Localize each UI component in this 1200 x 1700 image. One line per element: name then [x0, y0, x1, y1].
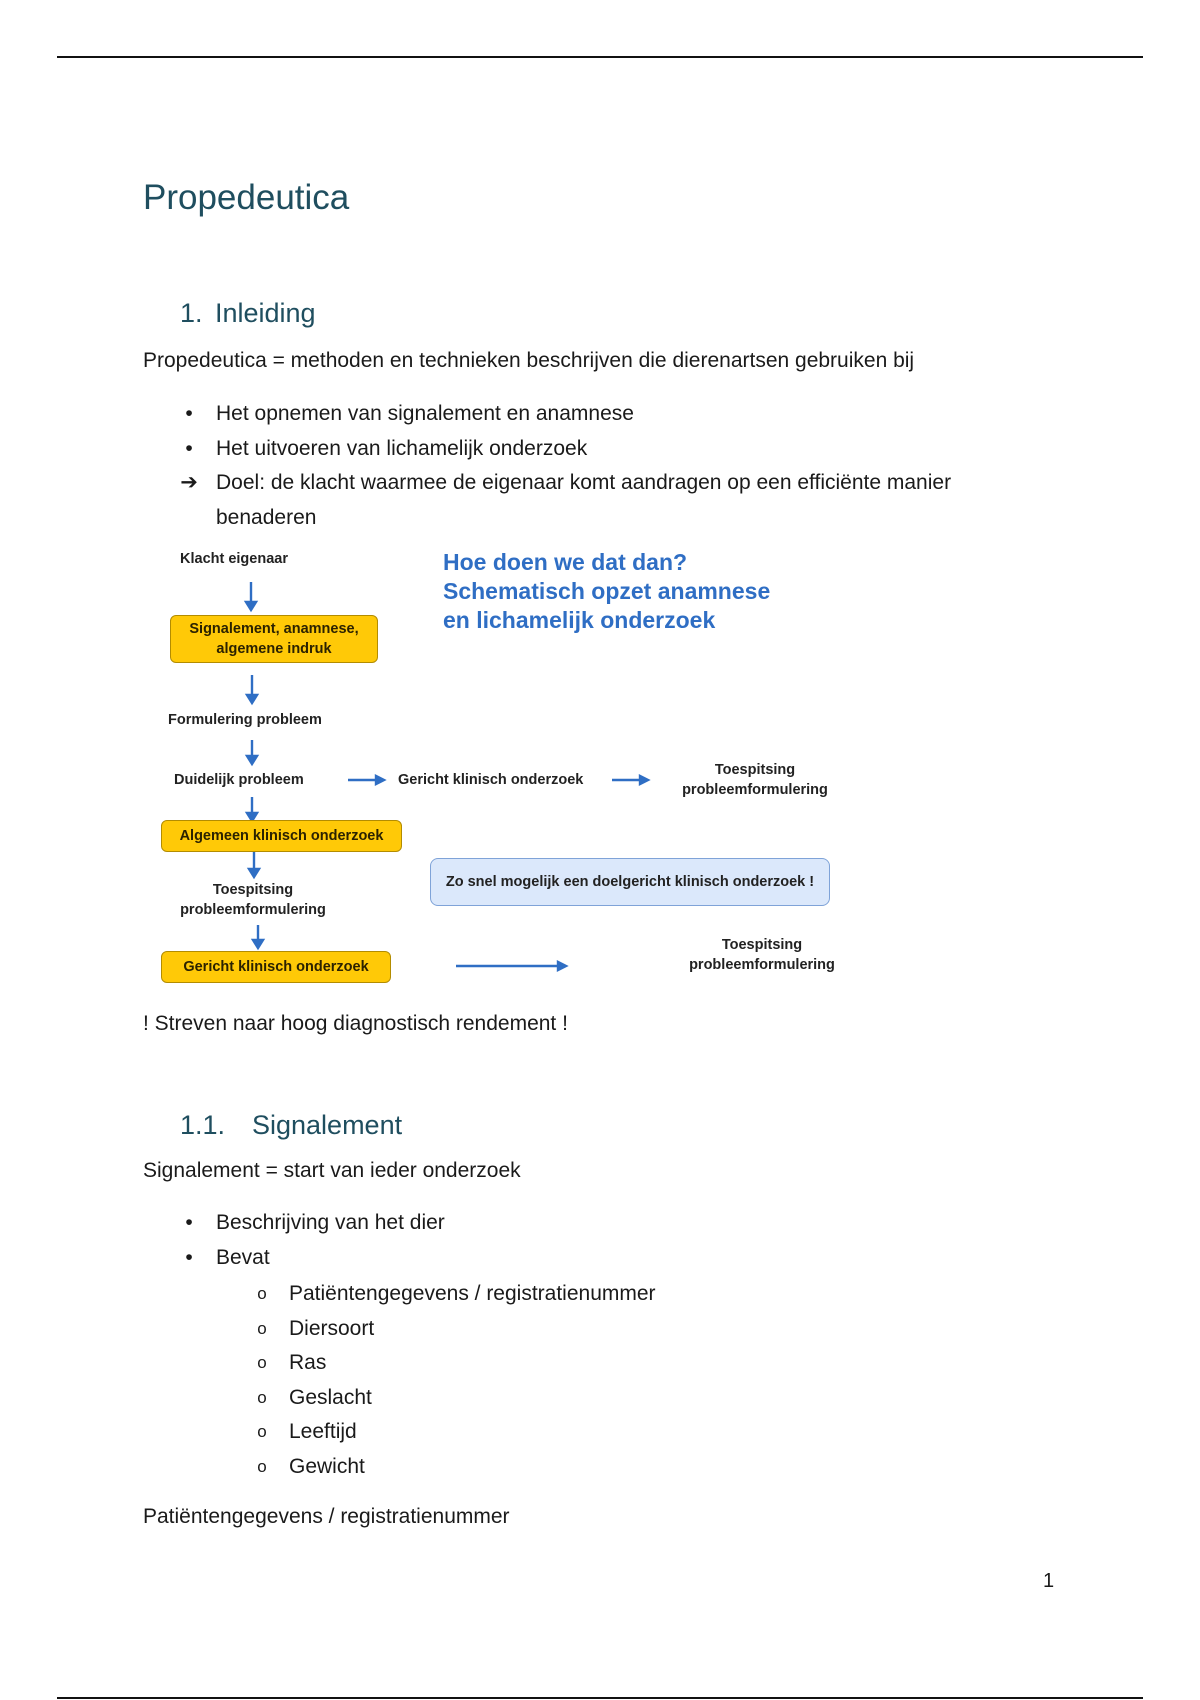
arrow-head	[558, 962, 566, 970]
list-item-text: Het uitvoeren van lichamelijk onderzoek	[216, 436, 588, 460]
arrow-head	[253, 940, 263, 948]
list-item	[143, 1241, 445, 1276]
section-title: Inleiding	[215, 298, 316, 328]
bullet-icon: •	[185, 1211, 193, 1234]
circle-bullet-icon: o	[257, 1284, 267, 1303]
diagram-heading-line: Hoe doen we dat dan?	[443, 549, 688, 575]
sub-list-item-text: Gewicht	[289, 1454, 365, 1478]
arrow-head	[246, 602, 256, 610]
callout-doelgericht: Zo snel mogelijk een doelgericht klinisch onderzoek !	[430, 858, 830, 906]
page-title: Propedeutica	[143, 178, 350, 217]
conclusion-paragraph: ! Streven naar hoog diagnostisch rendement !	[143, 1012, 568, 1035]
arrow-right-icon: ➔	[180, 471, 198, 494]
list-item-goal	[143, 466, 1043, 535]
list-item-text: Beschrijving van het dier	[216, 1211, 445, 1234]
list-item-text: Het opnemen van signalement en anamnese	[216, 402, 634, 425]
header-rule	[57, 56, 1143, 58]
signalement-list	[143, 1206, 445, 1275]
arrow-head	[249, 869, 259, 877]
flow-diagram	[150, 540, 870, 990]
sub-list-item-text: Diersoort	[289, 1316, 375, 1340]
section-heading-inleiding	[180, 298, 316, 329]
section-number: 1.1.	[180, 1110, 226, 1140]
bullet-icon: •	[185, 1245, 193, 1269]
toespitsing-label-mid: Toespitsing probleemformulering	[180, 882, 326, 918]
list-item	[143, 432, 1043, 467]
sub-list-item	[216, 1381, 656, 1416]
section-title: Signalement	[252, 1110, 403, 1140]
arrow-head	[376, 776, 384, 784]
arrow-head	[247, 756, 257, 764]
circle-bullet-icon: o	[257, 1318, 267, 1338]
formulering-probleem-label: Formulering probleem	[168, 712, 322, 728]
list-item	[143, 397, 1043, 432]
list-item-text: Bevat	[216, 1245, 270, 1269]
section-number: 1.	[180, 298, 203, 328]
sub-list-item	[216, 1312, 656, 1347]
sub-list-item	[216, 1415, 656, 1450]
arrow-head	[247, 695, 257, 703]
intro-paragraph: Propedeutica = methoden en technieken beschrijven die dierenartsen gebruiken bij	[143, 349, 915, 372]
list-item	[143, 1206, 445, 1241]
diagram-heading	[443, 548, 770, 635]
bullet-icon: •	[185, 436, 193, 460]
sub-list-item	[216, 1346, 656, 1381]
circle-bullet-icon: o	[257, 1422, 267, 1441]
diagram-heading-line: Schematisch opzet anamnese	[443, 578, 771, 604]
duidelijk-probleem-label: Duidelijk probleem	[174, 772, 304, 788]
circle-bullet-icon: o	[257, 1353, 267, 1372]
section-heading-signalement	[180, 1110, 402, 1141]
sub-list-item	[216, 1450, 656, 1485]
footer-rule	[57, 1697, 1143, 1699]
algemeen-onderzoek-box: Algemeen klinisch onderzoek	[161, 820, 402, 852]
trailing-paragraph: Patiëntengegevens / registratienummer	[143, 1505, 510, 1528]
sub-list-item-text: Ras	[289, 1351, 327, 1374]
klacht-eigenaar-label: Klacht eigenaar	[180, 551, 288, 567]
page-number: 1	[1043, 1570, 1055, 1592]
sub-list-item-text: Leeftijd	[289, 1420, 357, 1443]
diagram-heading-line: en lichamelijk onderzoek	[443, 607, 716, 633]
signalement-intro: Signalement = start van ieder onderzoek	[143, 1159, 521, 1182]
arrow-head	[640, 776, 648, 784]
sub-list-item	[216, 1277, 656, 1312]
gericht-onderzoek-label: Gericht klinisch onderzoek	[398, 772, 584, 788]
intro-list	[143, 397, 1043, 535]
circle-bullet-icon: o	[257, 1456, 267, 1476]
list-item-text: Doel: de klacht waarmee de eigenaar komt aandragen op een efficiënte manier benaderen	[216, 471, 952, 529]
gericht-onderzoek-box: Gericht klinisch onderzoek	[161, 951, 391, 983]
toespitsing-label-top: Toespitsing probleemformulering	[682, 762, 828, 798]
bullet-icon: •	[185, 402, 193, 425]
toespitsing-label-bottom: Toespitsing probleemformulering	[689, 937, 835, 973]
sub-list-item-text: Patiëntengegevens / registratienummer	[289, 1282, 656, 1305]
sub-list-item-text: Geslacht	[289, 1385, 372, 1409]
signalement-box: Signalement, anamnese, algemene indruk	[170, 615, 378, 663]
circle-bullet-icon: o	[257, 1387, 267, 1407]
signalement-sublist	[216, 1277, 656, 1484]
